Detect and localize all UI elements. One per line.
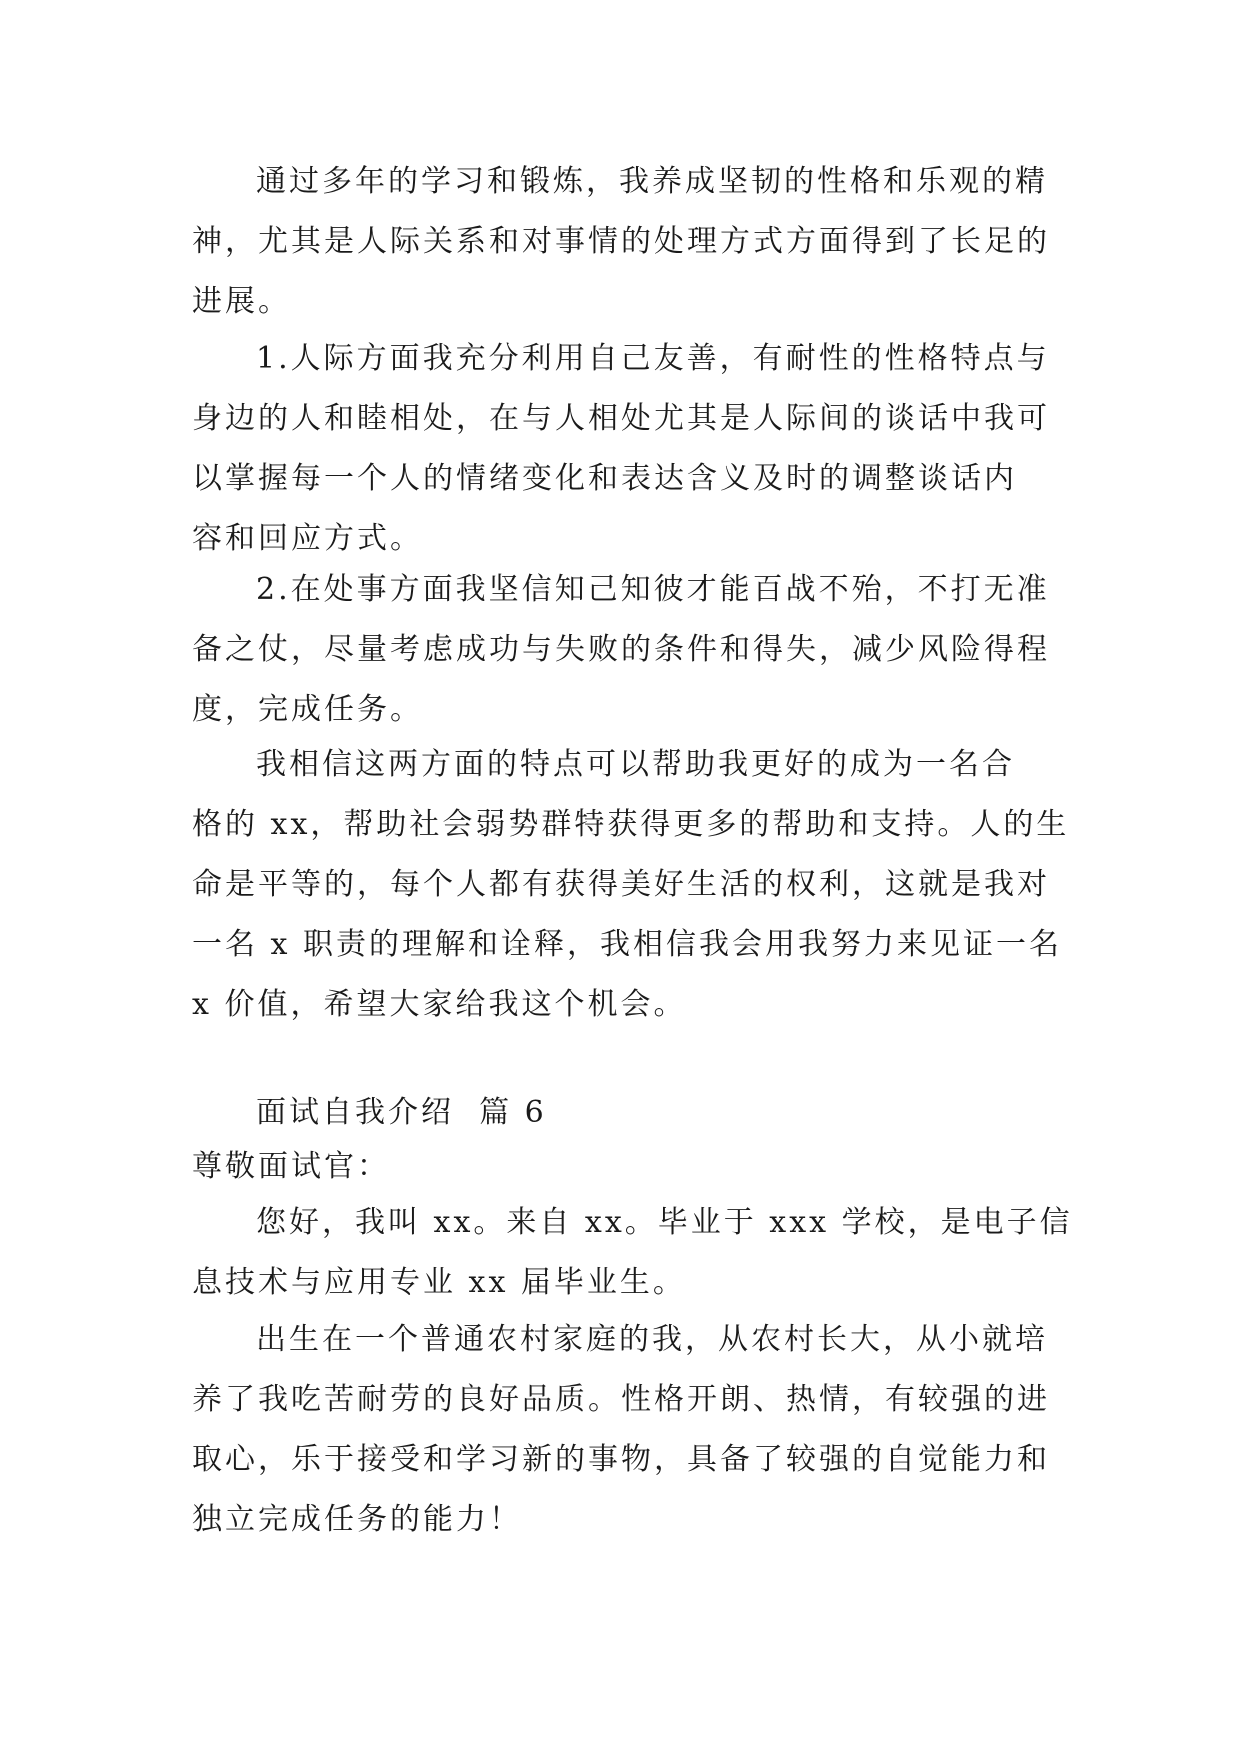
text-line: x 价值，希望大家给我这个机会。 — [192, 987, 687, 1022]
paragraph-personality — [192, 152, 1050, 332]
paragraph-conclusion — [192, 735, 1070, 1035]
text-line: 容和回应方式。 — [192, 521, 423, 556]
text-line: 以掌握每一个人的情绪变化和表达含义及时的调整谈话内 — [192, 461, 1017, 496]
text-line: 度，完成任务。 — [192, 692, 423, 727]
text-line: 我相信这两方面的特点可以帮助我更好的成为一名合 — [256, 747, 1015, 782]
salutation-block — [192, 1137, 1047, 1197]
text-line: 1.人际方面我充分利用自己友善，有耐性的性格特点与 — [256, 341, 1050, 376]
paragraph-greeting — [192, 1193, 1073, 1313]
text-line: 进展。 — [192, 284, 291, 319]
text-line: 息技术与应用专业 xx 届毕业生。 — [192, 1265, 686, 1300]
text-line: 格的 xx，帮助社会弱势群特获得更多的帮助和支持。人的生 — [192, 807, 1070, 842]
section-title: 面试自我介绍 篇 6 — [256, 1095, 547, 1130]
text-line: 一名 x 职责的理解和诠释，我相信我会用我努力来见证一名 — [192, 927, 1062, 962]
text-line: 养了我吃苦耐劳的良好品质。性格开朗、热情，有较强的进 — [192, 1382, 1050, 1417]
text-line: 备之仗，尽量考虑成功与失败的条件和得失，减少风险得程 — [192, 632, 1050, 667]
text-line: 通过多年的学习和锻炼，我养成坚韧的性格和乐观的精 — [256, 164, 1048, 199]
text-line: 取心，乐于接受和学习新的事物，具备了较强的自觉能力和 — [192, 1442, 1050, 1477]
text-line: 出生在一个普通农村家庭的我，从农村长大，从小就培 — [256, 1322, 1048, 1357]
text-line: 2.在处事方面我坚信知己知彼才能百战不殆，不打无准 — [256, 572, 1050, 607]
text-line: 身边的人和睦相处，在与人相处尤其是人际间的谈话中我可 — [192, 401, 1050, 436]
text-line: 神，尤其是人际关系和对事情的处理方式方面得到了长足的 — [192, 224, 1050, 259]
text-line: 您好，我叫 xx。来自 xx。毕业于 xxx 学校，是电子信 — [256, 1205, 1073, 1240]
salutation: 尊敬面试官： — [192, 1149, 390, 1184]
section-heading — [192, 1083, 1047, 1143]
paragraph-background — [192, 1310, 1050, 1550]
paragraph-handling-affairs — [192, 560, 1050, 740]
text-line: 独立完成任务的能力！ — [192, 1502, 522, 1537]
text-line: 命是平等的，每个人都有获得美好生活的权利，这就是我对 — [192, 867, 1050, 902]
paragraph-interpersonal — [192, 329, 1050, 569]
